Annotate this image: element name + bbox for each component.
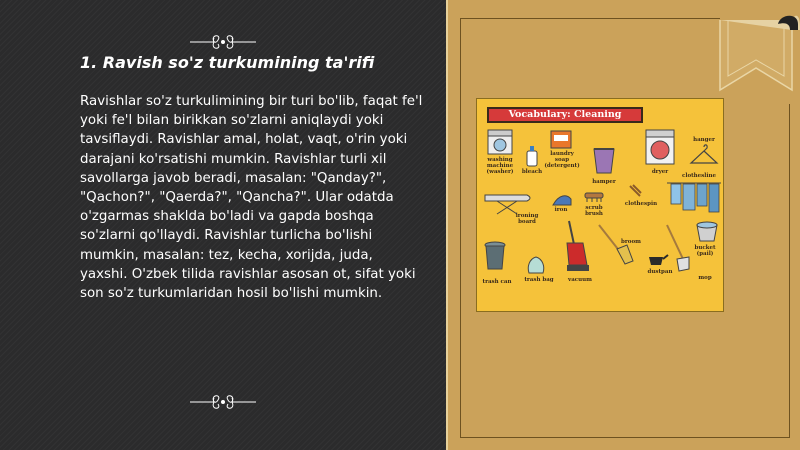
clothesline-icon	[667, 179, 721, 215]
label-dustpan: dustpan	[647, 269, 673, 275]
label-clothespin: clothespin	[624, 201, 658, 207]
vocabulary-image-title: Vocabulary: Cleaning	[487, 107, 643, 123]
label-hanger: hanger	[693, 137, 715, 143]
trash-can-icon	[483, 241, 507, 271]
label-vacuum: vacuum	[568, 277, 592, 283]
bottom-ornament-icon	[188, 392, 258, 412]
dryer-icon	[645, 129, 675, 165]
iron-icon	[551, 191, 573, 207]
label-trash-bag: trash bag	[524, 277, 554, 283]
label-broom: broom	[621, 239, 641, 245]
scrub-brush-icon	[583, 191, 605, 203]
laundry-soap-icon	[549, 129, 573, 149]
bleach-icon	[525, 145, 539, 167]
vacuum-icon	[561, 219, 593, 275]
label-laundry-soap: laundry soap (detergent)	[544, 151, 580, 169]
label-bucket: bucket (pail)	[694, 245, 716, 257]
label-clothesline: clothesline	[682, 173, 716, 179]
label-bleach: bleach	[521, 169, 543, 175]
vocabulary-cleaning-image	[476, 98, 724, 312]
bookmark-ribbon-icon	[716, 10, 800, 104]
dustpan-icon	[647, 251, 669, 267]
hanger-icon	[689, 143, 719, 167]
washing-machine-icon	[487, 129, 513, 155]
hamper-icon	[591, 145, 617, 175]
clothespin-icon	[627, 183, 643, 199]
slide-title: 1. Ravish so'z turkumining ta'rifi	[80, 53, 375, 72]
top-ornament-icon	[188, 32, 258, 52]
slide-body-text: Ravishlar so'z turkulimining bir turi bo'lib, faqat fe'l yoki fe'l bilan birikkan so'zlarni aniqlaydi yoki tavsiflaydi. Ravishlar amal, holat, vaqt, o'rin yoki darajani ko'rsatishi mumkin. Ravishlar turli xil savollarga javob beradi, masalan: "Qanday?", "Qachon?", "Qaerda?", "Qancha?". Ular odatda o'zgarmas shaklda bo'ladi va gapda boshqa so'zlarni qo'llaydi. Ravishlar turlicha bo'lishi mumkin, masalan: tez, kecha, xorijda, juda, yaxshi. O'zbek tilida ravishlar asosan ot, sifat yoki son so'z turkumlaridan hosil bo'lishi mumkin.	[80, 94, 423, 302]
label-hamper: hamper	[592, 179, 616, 185]
label-trash-can: trash can	[482, 279, 512, 285]
trash-bag-icon	[525, 255, 547, 275]
label-scrub-brush: scrub brush	[585, 205, 603, 217]
label-ironing-board: ironing board	[515, 213, 539, 225]
label-washing-machine: washing machine (washer)	[486, 157, 514, 175]
ironing-board-icon	[483, 189, 531, 215]
label-mop: mop	[698, 275, 712, 281]
label-iron: iron	[554, 207, 568, 213]
label-dryer: dryer	[651, 169, 669, 175]
bucket-icon	[693, 219, 721, 243]
